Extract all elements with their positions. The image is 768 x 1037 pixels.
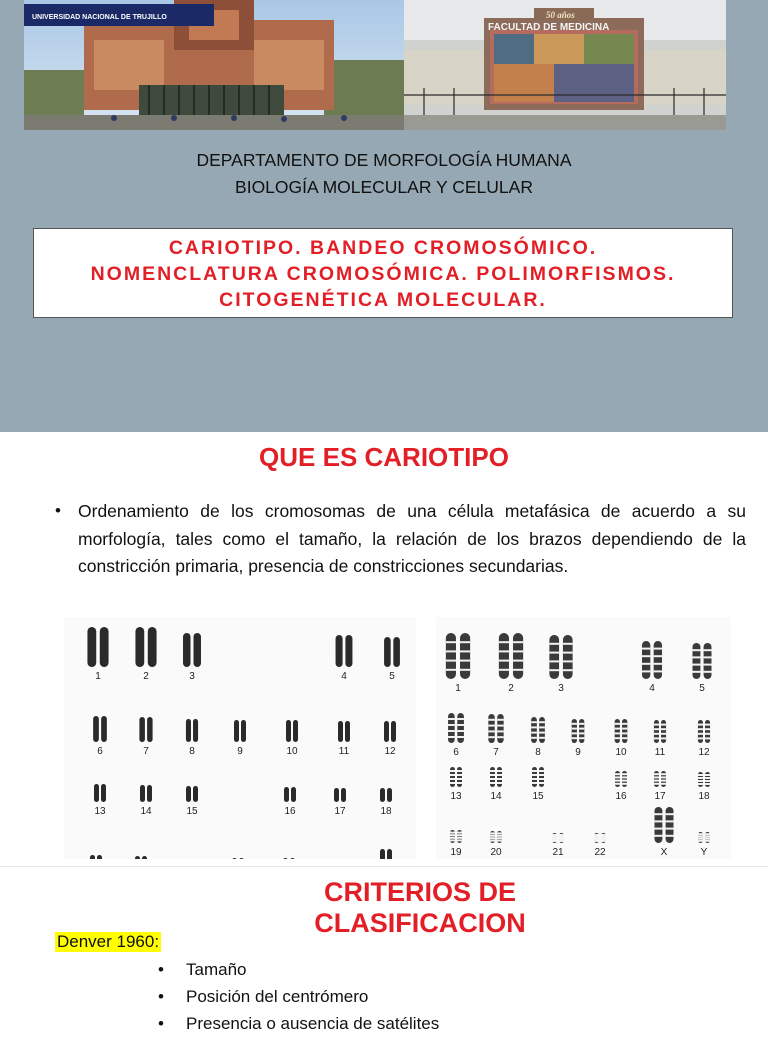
chromosome-label: 1 <box>455 683 461 694</box>
chromosome-label: 19 <box>450 847 462 858</box>
chromosome-icon <box>654 720 666 743</box>
chromosome-label: 17 <box>654 791 666 802</box>
chromosome-label: 7 <box>143 746 149 757</box>
criterion-satellites: Presencia o ausencia de satélites <box>186 1014 440 1033</box>
chromosome-icon <box>532 767 544 787</box>
chromosome-icon <box>93 716 107 742</box>
definition-paragraph: Ordenamiento de los cromosomas de una célula metafásica de acuerdo a su morfología, tales como el tamaño, la relación de los brazos dependiendo de la constricción primaria, presencia de constricciones secundarias. <box>78 501 746 576</box>
chromosome-label: 18 <box>380 806 392 817</box>
chromosome-icon <box>450 767 462 787</box>
chromosome-icon <box>698 832 710 843</box>
chromosome-icon <box>448 713 464 743</box>
chromosome-icon <box>615 771 627 787</box>
chromosome-label: 2 <box>508 683 514 694</box>
chromosome-label: 8 <box>189 746 195 757</box>
criteria-list <box>158 956 439 1037</box>
title-line-2: NOMENCLATURA CROMOSÓMICA. POLIMORFISMOS. <box>90 263 676 285</box>
chromosome-icon <box>283 858 295 859</box>
slide-title: QUE ES CARIOTIPO <box>259 442 509 472</box>
chromosome-label: 12 <box>384 746 396 757</box>
chromosome-label: 3 <box>189 671 195 682</box>
chromosome-icon <box>499 633 523 679</box>
bullet-marker: • <box>158 960 164 979</box>
chromosome-label: 16 <box>615 791 627 802</box>
bullet-marker: • <box>158 987 164 1006</box>
chromosome-icon <box>94 784 106 802</box>
title-line-3: CITOGENÉTICA MOLECULAR. <box>219 289 547 311</box>
course-heading: BIOLOGÍA MOLECULAR Y CELULAR <box>235 177 533 197</box>
karyotype-image-right <box>436 617 731 859</box>
chromosome-label: 6 <box>97 746 103 757</box>
chromosome-label: 1 <box>95 671 101 682</box>
chromosome-label: 3 <box>558 683 564 694</box>
chromosome-label: 12 <box>698 747 710 758</box>
chromosome-label: Y <box>700 847 708 858</box>
chromosome-label: 16 <box>284 806 296 817</box>
chromosome-label: 13 <box>450 791 462 802</box>
chromosome-icon <box>232 858 244 859</box>
karyotype-image-left <box>64 617 416 859</box>
chromosome-label: 15 <box>532 791 544 802</box>
chromosome-icon <box>692 643 711 679</box>
department-heading: DEPARTAMENTO DE MORFOLOGÍA HUMANA <box>196 150 572 170</box>
chromosome-icon <box>490 831 502 843</box>
chromosome-label: 14 <box>140 806 152 817</box>
medicine-faculty-photo <box>404 0 726 130</box>
chromosome-icon <box>654 807 673 843</box>
university-logo-text: UNIVERSIDAD NACIONAL DE TRUJILLO <box>32 14 167 21</box>
chromosome-label: 10 <box>286 746 298 757</box>
chromosome-icon <box>90 855 102 859</box>
chromosome-icon <box>186 719 198 742</box>
chromosome-label: 7 <box>493 747 499 758</box>
chromosome-icon <box>186 786 198 802</box>
chromosome-icon <box>380 849 392 859</box>
chromosome-icon <box>135 627 156 667</box>
chromosome-label: X <box>660 847 668 858</box>
university-gate-photo <box>24 0 404 130</box>
chromosome-label: 4 <box>341 671 347 682</box>
criterion-centromere: Posición del centrómero <box>186 987 369 1006</box>
presentation-title-box <box>33 228 733 318</box>
chromosome-label: 20 <box>490 847 502 858</box>
slide-title <box>250 877 590 939</box>
chromosome-icon <box>384 637 400 667</box>
chromosome-icon <box>139 717 152 742</box>
chromosome-icon <box>615 719 628 743</box>
chromosome-icon <box>338 721 350 742</box>
chromosome-label: 6 <box>453 747 459 758</box>
chromosome-label: 18 <box>698 791 710 802</box>
chromosome-icon <box>380 788 392 802</box>
faculty-sign: FACULTAD DE MEDICINA <box>488 22 610 33</box>
chromosome-icon <box>549 635 572 679</box>
chromosome-label: 4 <box>649 683 655 694</box>
chromosome-icon <box>284 787 296 802</box>
chromosome-icon <box>698 720 710 743</box>
chromosome-label: 11 <box>654 747 666 758</box>
title-line-2: CLASIFICACION <box>314 908 526 938</box>
chromosome-icon <box>572 719 585 743</box>
chromosome-label: 22 <box>594 847 606 858</box>
denver-label: Denver 1960: <box>57 932 160 951</box>
chromosome-icon <box>552 833 564 843</box>
anniversary-sign: 50 años <box>546 10 575 20</box>
chromosome-icon <box>594 833 606 843</box>
title-slide <box>0 0 768 432</box>
list-item <box>158 956 439 983</box>
chromosome-icon <box>140 785 152 802</box>
chromosome-icon <box>183 633 201 667</box>
chromosome-icon <box>531 717 545 743</box>
chromosome-icon <box>654 771 666 787</box>
karyotype-slide <box>0 432 768 866</box>
chromosome-icon <box>87 627 108 667</box>
chromosome-label: 10 <box>615 747 627 758</box>
chromosome-icon <box>642 641 662 679</box>
chromosome-label: 9 <box>575 747 581 758</box>
chromosome-label: 13 <box>94 806 106 817</box>
chromosome-label: 21 <box>552 847 564 858</box>
chromosome-label: 8 <box>535 747 541 758</box>
chromosome-icon <box>698 772 710 787</box>
chromosome-icon <box>490 767 502 787</box>
chromosome-icon <box>135 856 147 859</box>
chromosome-icon <box>336 635 353 667</box>
classification-slide <box>0 867 768 1033</box>
chromosome-label: 11 <box>338 746 350 757</box>
criterion-size: Tamaño <box>186 960 247 979</box>
chromosome-icon <box>334 788 346 802</box>
bullet-marker: • <box>158 1014 164 1033</box>
chromosome-icon <box>450 830 462 843</box>
list-item <box>158 983 439 1010</box>
title-line-1: CARIOTIPO. BANDEO CROMOSÓMICO. <box>168 237 598 259</box>
chromosome-icon <box>446 633 470 679</box>
chromosome-label: 14 <box>490 791 502 802</box>
bullet-marker: • <box>55 501 61 520</box>
chromosome-icon <box>286 720 298 742</box>
chromosome-label: 5 <box>699 683 705 694</box>
chromosome-label: 9 <box>237 746 243 757</box>
chromosome-label: 2 <box>143 671 149 682</box>
chromosome-icon <box>488 714 503 743</box>
chromosome-icon <box>234 720 246 742</box>
chromosome-label: 17 <box>334 806 346 817</box>
title-line-1: CRITERIOS DE <box>323 877 517 907</box>
chromosome-label: 5 <box>389 671 395 682</box>
chromosome-icon <box>384 721 396 742</box>
chromosome-label: 15 <box>186 806 198 817</box>
